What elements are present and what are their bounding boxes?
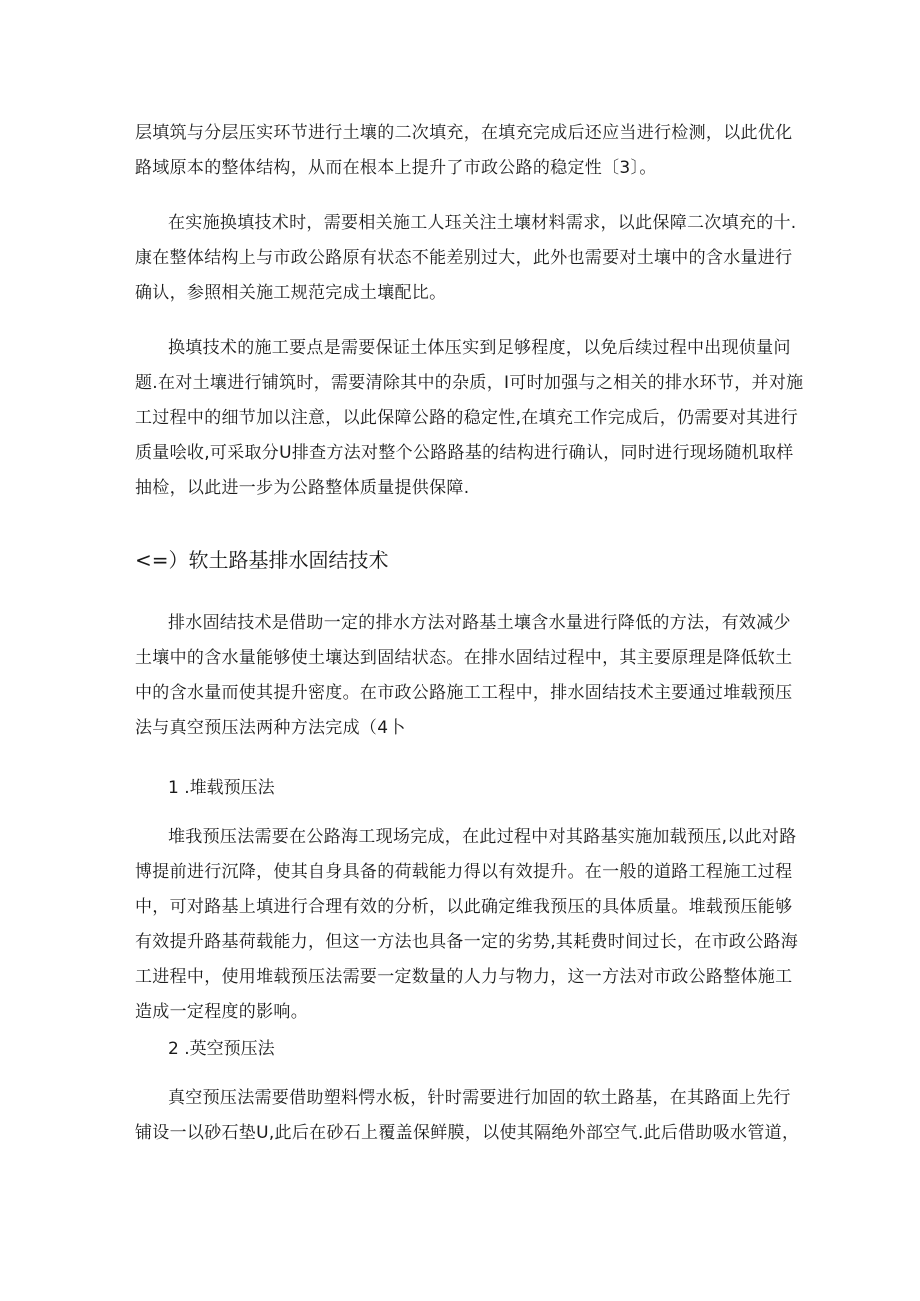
subheading-2: 2 .英空预压法 [168, 1039, 275, 1059]
paragraph-line: 法与真空预压法两种方法完成（4卜 [135, 718, 406, 738]
paragraph-line: 中的含水量而使其提升密度。在市政公路施工工程中，排水固结技术主要通过堆载预压 [135, 683, 793, 703]
paragraph-line: 真空预压法需要借助塑料愕水板，针时需要进行加固的软土路基，在其路面上先行 [168, 1088, 791, 1108]
paragraph-line: 有效提升路基荷载能力，但这一方法也具备一定的劣势,其耗费时间过长，在市政公路海 [135, 932, 799, 952]
paragraph-line: 铺设一以砂石垫U,此后在砂石上覆盖保鲜膜，以使其隔绝外部空气.此后借助吸水管道， [135, 1123, 800, 1143]
paragraph-line: 在实施换填技术时，需要相关施工人珏关注土壤材料需求，以此保障二次填充的十. [168, 213, 797, 233]
paragraph-5 [135, 820, 799, 1030]
paragraph-6 [135, 1081, 800, 1151]
paragraph-line: 换填技术的施工要点是需要保证土体压实到足够程度，以免后续过程中出现侦量问 [168, 338, 791, 358]
paragraph-4 [135, 606, 795, 746]
subheading-1: 1 .堆载预压法 [168, 778, 275, 798]
paragraph-line: 质量哙收,可采取分U排查方法对整个公路路基的结构进行确认，同时进行现场随机取样 [135, 443, 794, 463]
paragraph-2 [135, 206, 795, 311]
paragraph-3 [135, 331, 804, 506]
paragraph-1 [135, 116, 795, 186]
section-heading: <=）软土路基排水固结技术 [135, 548, 389, 572]
paragraph-line: 堆我预压法需要在公路海工现场完成，在此过程中对其路基实施加载预压,以此对路 [168, 827, 797, 847]
paragraph-line: 排水固结技术是借助一定的排水方法对路基土壤含水量进行降低的方法，有效减少 [168, 613, 791, 633]
paragraph-line: 题.在对土壤进行铺筑时，需要清除其中的杂质，I可时加强与之相关的排水环节，并对施 [135, 373, 804, 393]
paragraph-line: 中，可对路基上填进行合理有效的分析，以此确定维我预压的具体质量。堆载预压能够 [135, 897, 793, 917]
paragraph-line: 层填筑与分层压实环节进行土壤的二次填充，在填充完成后还应当进行检测，以此优化 [135, 123, 793, 143]
paragraph-line: 路域原本的整体结构，从而在根本上提升了市政公路的稳定性〔3〕。 [135, 158, 657, 178]
paragraph-line: 康在整体结构上与市政公路原有状态不能差别过大，此外也需要对土壤中的含水量进行 [135, 248, 793, 268]
paragraph-line: 土壤中的含水量能够使土壤达到固结状态。在排水固结过程中，其主要原理是降低软土 [135, 648, 793, 668]
paragraph-line: 确认，参照相关施工规范完成土壤配比。 [135, 283, 447, 303]
paragraph-line: 工过程中的细节加以注意，以此保障公路的稳定性,在填充工作完成后，仍需要对其进行 [135, 408, 799, 428]
paragraph-line: 造成一定程度的影响。 [135, 1002, 308, 1022]
paragraph-line: 工进程中，使用堆载预压法需要一定数量的人力与物力，这一方法对市政公路整体施工 [135, 967, 793, 987]
paragraph-line: 博提前进行沉降，使其自身具备的荷载能力得以有效提升。在一般的道路工程施工过程 [135, 862, 793, 882]
paragraph-line: 抽检，以此进一步为公路整体质量提供保障. [135, 478, 470, 498]
